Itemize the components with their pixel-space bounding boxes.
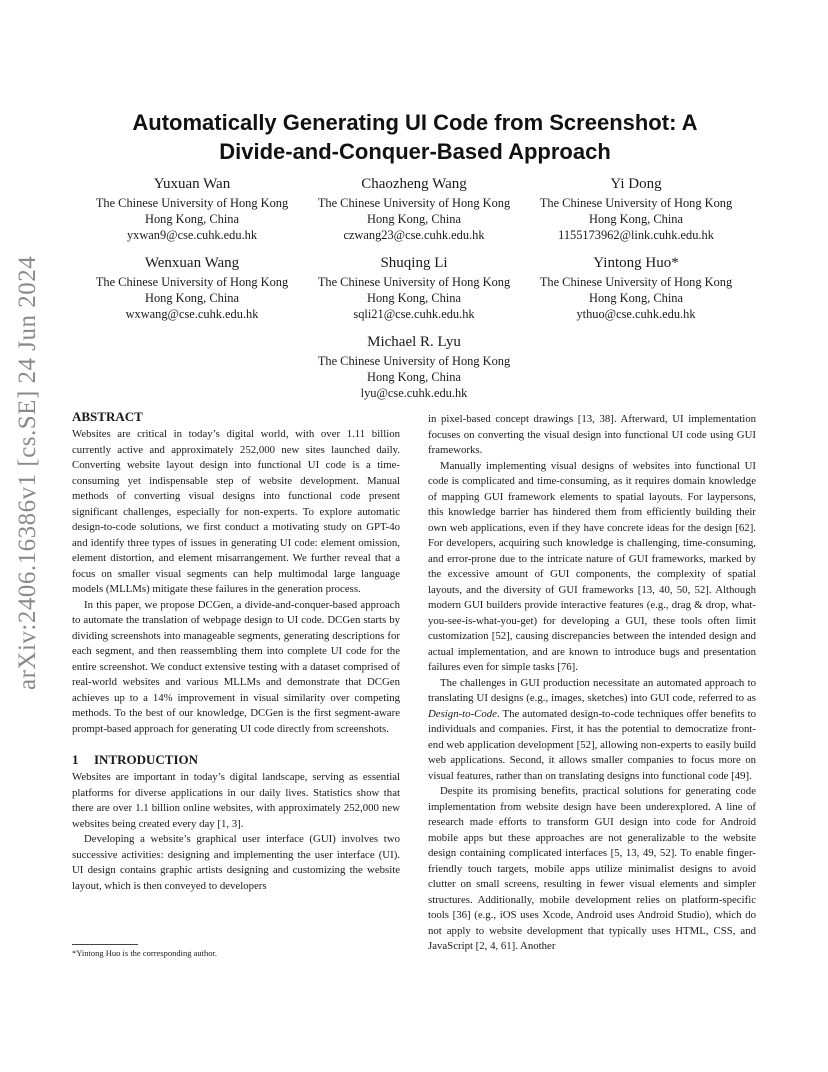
- author-block: [526, 254, 746, 322]
- abstract-heading: ABSTRACT: [72, 409, 143, 424]
- body-text: The challenges in GUI production necessitate an automated approach to translating UI designs (e.g., images, sketches) into GUI code, referred to as: [428, 676, 756, 704]
- author-email: wxwang@cse.cuhk.edu.hk: [125, 307, 259, 321]
- abstract-paragraph: Websites are critical in today’s digital world, with over 1.11 billion currently active and approximately 252,000 new sites launched daily. Converting website layout design into functional UI code is a time-consuming yet indispensable step of website development. Manual methods of converting visual designs into functional code present significant challenges, especially for non-experts. To explore automatic design-to-code solutions, we first conduct a motivating study on GPT-4o and identify three types of issues in generating UI code: element omission, element distortion, and element misarrangement. We further reveal that a focus on smaller visual segments can help multimodal large language models (MLLMs) mitigate these failures in the generation process.: [72, 428, 400, 595]
- author-block: [304, 175, 524, 243]
- right-column: [428, 412, 756, 955]
- author-email: 1155173962@link.cuhk.edu.hk: [558, 228, 714, 242]
- author-block: [304, 333, 524, 401]
- author-name: Chaozheng Wang: [361, 176, 467, 192]
- abstract-paragraph: In this paper, we propose DCGen, a divide-and-conquer-based approach to automate the translation of webpage design to UI code. DCGen starts by dividing screenshots into manageable segments, generating descriptions for each segment, and then reassembling them into complete UI code for the entire screenshot. We conduct extensive testing with a dataset comprised of real-world websites and various MLLMs and demonstrate that DCGen achieves up to a 14% improvement in visual similarity over competing methods. To the best of our knowledge, DCGen is the first segment-aware prompt-based approach for generating UI code directly from screenshots.: [72, 598, 400, 735]
- body-paragraph: in pixel-based concept drawings [13, 38]. Afterward, UI implementation focuses on converting the visual design into functional UI code using GUI frameworks.: [428, 413, 756, 456]
- author-name: Yuxuan Wan: [153, 176, 231, 192]
- body-paragraph: Despite its promising benefits, practical solutions for generating code implementation from website design have been underexplored. A line of research made efforts to transform GUI design into code for Android mobile apps but these approaches are not generalizable to the website design containing complicated interfaces [5, 13, 49, 52]. To enable finger-friendly touch targets, mobile apps utilize minimalist designs to avoid clutter on small screens, resulting in fewer visual elements and simpler structures. Additionally, mobile development relies on platform-specific tools [36] (e.g., iOS uses Xcode, Android uses Android Studio), which do not apply to website development that typically uses HTML, CSS, and JavaScript [2, 4, 61]. Another: [428, 785, 756, 952]
- body-paragraph: Manually implementing visual designs of websites into functional UI code is complicated and time-consuming, as it requires domain knowledge of mapping GUI framework elements to spatial layouts. For laypersons, this knowledge barrier has hindered them from efficiently building their own web applications, even if they have concrete ideas for the design [62]. For developers, acquiring such knowledge is challenging, time-consuming, and error-prone due to the intricate nature of GUI frameworks, marked by the excessive amount of GUI components, the complexity of spatial layouts, and the diversity of GUI frameworks [13, 40, 50, 52]. Although modern GUI builders provide interactive features (e.g., drag & drop, what-you-see-is-what-you-get) for developing a GUI, these tools often limit customization [52], causing discrepancies between the intended design and actual implementation, and are known to introduce bugs and presentation failures even for simple tasks [76].: [428, 459, 756, 673]
- author-name: Yi Dong: [610, 176, 662, 192]
- author-name: Wenxuan Wang: [144, 255, 240, 271]
- title-line-2: Divide-and-Conquer-Based Approach: [219, 139, 611, 164]
- author-affiliation: The Chinese University of Hong Kong: [95, 196, 289, 210]
- paper-title: [100, 108, 730, 166]
- author-location: Hong Kong, China: [367, 291, 461, 305]
- body-paragraph: Websites are important in today’s digital landscape, serving as essential platforms for diverse applications in our daily lives. Statistics show that there are over 1.1 billion online websites, with approximately 252,000 new websites being created every day [1, 3].: [72, 771, 400, 830]
- footnote-divider: [72, 944, 138, 945]
- author-affiliation: The Chinese University of Hong Kong: [539, 196, 733, 210]
- author-email: ythuo@cse.cuhk.edu.hk: [576, 307, 696, 321]
- author-affiliation: The Chinese University of Hong Kong: [539, 275, 733, 289]
- author-block: [304, 254, 524, 322]
- arxiv-identifier: arXiv:2406.16386v1 [cs.SE] 24 Jun 2024: [14, 255, 41, 690]
- left-column: [72, 408, 400, 894]
- author-email: yxwan9@cse.cuhk.edu.hk: [126, 228, 258, 242]
- section-heading: [72, 751, 400, 768]
- author-affiliation: The Chinese University of Hong Kong: [95, 275, 289, 289]
- author-location: Hong Kong, China: [367, 212, 461, 226]
- author-name: Yintong Huo*: [593, 255, 679, 271]
- author-block: [82, 175, 302, 243]
- author-affiliation: The Chinese University of Hong Kong: [317, 354, 511, 368]
- author-block: [82, 254, 302, 322]
- footnote: *Yintong Huo is the corresponding author.: [72, 948, 217, 958]
- author-email: sqli21@cse.cuhk.edu.hk: [353, 307, 475, 321]
- author-block: [526, 175, 746, 243]
- author-email: czwang23@cse.cuhk.edu.hk: [343, 228, 485, 242]
- author-affiliation: The Chinese University of Hong Kong: [317, 275, 511, 289]
- body-text: . The automated design-to-code techniques offer benefits to individuals and companies. First, it has the potential to democratize front-end web application development [52], allowing non-experts to easily build web applications. Second, it allows smaller companies to focus more on visual features, rather than on translating designs into functional code [49].: [428, 707, 756, 782]
- body-paragraph: [428, 676, 756, 785]
- author-email: lyu@cse.cuhk.edu.hk: [360, 386, 468, 400]
- section-title: INTRODUCTION: [94, 752, 199, 767]
- author-location: Hong Kong, China: [589, 291, 683, 305]
- author-affiliation: The Chinese University of Hong Kong: [317, 196, 511, 210]
- author-name: Michael R. Lyu: [367, 334, 461, 350]
- author-location: Hong Kong, China: [367, 370, 461, 384]
- emphasized-term: Design-to-Code: [428, 707, 497, 720]
- author-name: Shuqing Li: [380, 255, 448, 271]
- section-number: 1: [72, 752, 79, 767]
- author-location: Hong Kong, China: [145, 212, 239, 226]
- author-location: Hong Kong, China: [589, 212, 683, 226]
- author-location: Hong Kong, China: [145, 291, 239, 305]
- title-line-1: Automatically Generating UI Code from Screenshot: A: [132, 110, 698, 135]
- body-paragraph: Developing a website’s graphical user interface (GUI) involves two successive activities: designing and implementing the user interface (UI). UI design contains graphic artists designing and customizing the website layout, which is then conveyed to developers: [72, 833, 400, 892]
